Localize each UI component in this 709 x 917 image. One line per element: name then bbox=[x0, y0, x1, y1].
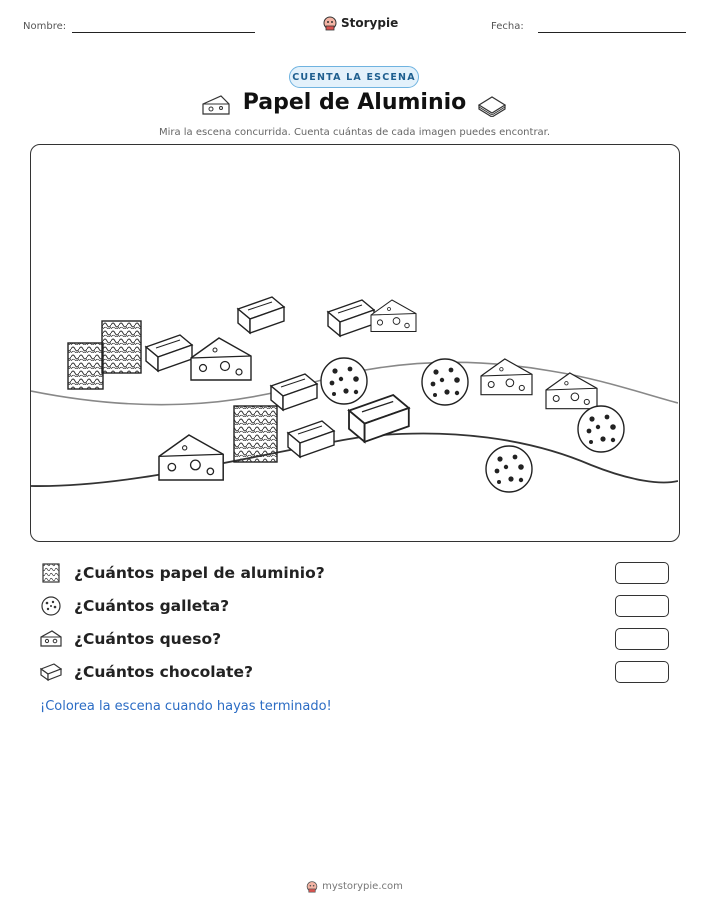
answer-box-cheese[interactable] bbox=[615, 628, 669, 650]
question-foil: ¿Cuántos papel de aluminio? bbox=[74, 564, 325, 582]
coloring-note: ¡Colorea la escena cuando hayas terminado! bbox=[40, 699, 332, 714]
answer-box-chocolate[interactable] bbox=[615, 661, 669, 683]
question-row-cookie bbox=[40, 593, 670, 619]
instructions: Mira la escena concurrida. Cuenta cuántas de cada imagen puedes encontrar. bbox=[158, 127, 551, 138]
question-row-foil bbox=[40, 560, 670, 586]
brand-logo bbox=[323, 15, 398, 31]
question-chocolate: ¿Cuántos chocolate? bbox=[74, 663, 253, 681]
site-url[interactable]: mystorypie.com bbox=[322, 881, 403, 892]
cheese-icon bbox=[40, 628, 62, 650]
scene-frame bbox=[30, 144, 680, 542]
question-row-chocolate bbox=[40, 659, 670, 685]
question-cheese: ¿Cuántos queso? bbox=[74, 630, 222, 648]
answer-box-foil[interactable] bbox=[615, 562, 669, 584]
brand-name: Storypie bbox=[341, 16, 399, 30]
sandwich-title-icon bbox=[477, 93, 507, 121]
date-label: Fecha: bbox=[491, 21, 524, 32]
chocolate-icon bbox=[40, 661, 62, 683]
site-footer bbox=[0, 880, 709, 893]
cookie-icon bbox=[40, 595, 62, 617]
date-line[interactable] bbox=[538, 32, 686, 33]
storypie-mascot-icon bbox=[323, 15, 337, 31]
activity-badge: CUENTA LA ESCENA bbox=[289, 66, 419, 88]
question-row-cheese bbox=[40, 626, 670, 652]
page-title: Papel de Aluminio bbox=[242, 90, 467, 115]
scene-illustration bbox=[31, 145, 678, 540]
answer-box-cookie[interactable] bbox=[615, 595, 669, 617]
foil-icon bbox=[40, 562, 62, 584]
question-cookie: ¿Cuántos galleta? bbox=[74, 597, 230, 615]
storypie-mascot-icon bbox=[306, 880, 318, 893]
name-line[interactable] bbox=[72, 32, 255, 33]
name-label: Nombre: bbox=[23, 21, 67, 32]
